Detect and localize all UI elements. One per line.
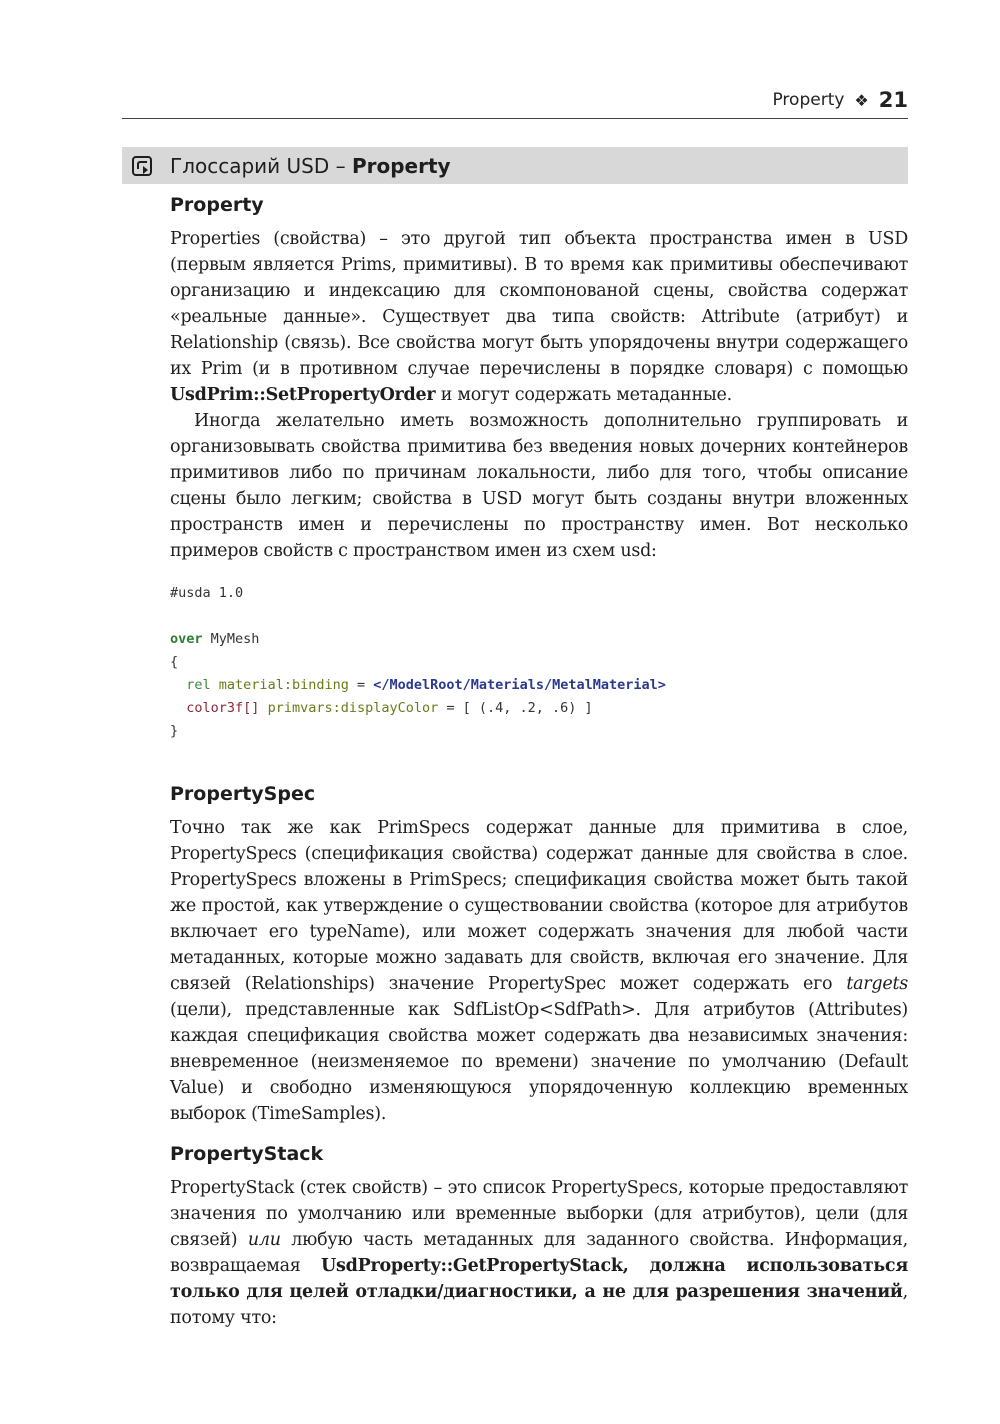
text-run: (цели), представленные как SdfListOp<SdfPath>. Для атрибутов (Attributes) каждая спецификация свойства может содержать два независимых значения: вневременное (неизменяемое по времени) значение по умолчанию (Default Value) и свободно изменяющуюся упорядоченную коллекцию временных выборок (TimeSamples). [170,1000,908,1124]
code-line-header: #usda 1.0 [170,585,244,601]
header-rule [122,118,908,119]
bold-warning: , должна использоваться только для целей отладки/диагностики, а не для разрешения значений [170,1256,908,1302]
code-attr-type: color3f[] [186,700,260,716]
running-head-section: Property [772,90,845,110]
method-name: UsdProperty::GetPropertyStack [320,1256,623,1276]
text-run: , потому что: [170,1282,908,1328]
code-keyword-over: over [170,631,203,647]
glossary-bar [122,147,908,184]
glossary-term: Property [351,153,451,178]
text-run: и могут содержать метаданные. [435,385,732,405]
propertyspec-heading: PropertySpec [170,783,316,805]
method-name: UsdPrim::SetPropertyOrder [170,385,436,405]
code-open-brace: { [170,654,179,670]
text-run: Точно так же как PrimSpecs содержат данные для примитива в слое, PropertySpecs (спецификация свойства) содержат данные для свойства в слое. PropertySpecs вложены в PrimSpecs; спецификация свойства может быть такой же простой, как утверждение о существовании свойства (которое для атрибутов включает его typeName), или может содержать значения для любой части метаданных, которые можно задавать для свойств, включая его значение. Для связей (Relationships) значение PropertySpec может содержать его [170,818,908,994]
italic-term: или [247,1230,281,1250]
propertystack-paragraph [170,1175,908,1331]
text-run: Properties (свойства) – это другой тип объекта пространства имен в USD (первым является Prims, примитивы). В то время как примитивы обеспечивают организацию и индексацию для скомпонованой сцены, свойства содержат «реальные данные». Существует два типа свойств: Attribute (атрибут) и Relationship (связь). Все свойства могут быть упорядочены внутри содержащего их Prim (и в противном случае перечислены в порядке словаря) с помощью [170,229,908,379]
code-keyword-rel: rel [186,677,211,693]
propertyspec-paragraph [170,815,908,1127]
property-heading: Property [170,194,264,216]
code-attr-name: primvars:displayColor [267,700,439,716]
code-block [170,582,908,743]
code-rel-name: material:binding [218,677,349,693]
property-paragraph-1 [170,226,908,408]
glossary-icon [132,156,152,176]
text-run: PropertyStack (стек свойств) – это список PropertySpecs, которые предоставляют значения по умолчанию или временные выборки (для атрибутов), цели (для связей) [170,1178,908,1250]
text-run: любую часть метаданных для заданного свойства. Информация, возвращаемая [170,1230,908,1276]
glossary-prefix: Глоссарий USD – [170,153,346,178]
code-equals: = [356,677,366,693]
page-content [170,192,908,1331]
page-number: 21 [878,88,908,112]
running-head [772,88,908,112]
property-paragraph-2: Иногда желательно иметь возможность дополнительно группировать и организовывать свойства примитива без введения новых дочерних контейнеров примитивов либо по причинам локальности, либо для того, чтобы описание сцены было легким; свойства в USD могут быть созданы внутри вложенных пространств имен и перечислены по пространству имен. Вот несколько примеров свойств с пространством имен из схем usd: [170,411,908,561]
code-prim-name: MyMesh [210,631,260,647]
propertystack-heading: PropertyStack [170,1143,324,1165]
code-rel-target: </ModelRoot/Materials/MetalMaterial> [373,677,666,693]
code-close-brace: } [170,723,179,739]
diamond-icon: ❖ [854,90,869,110]
italic-term: targets [846,974,908,994]
code-attr-value: = [ (.4, .2, .6) ] [446,700,593,716]
